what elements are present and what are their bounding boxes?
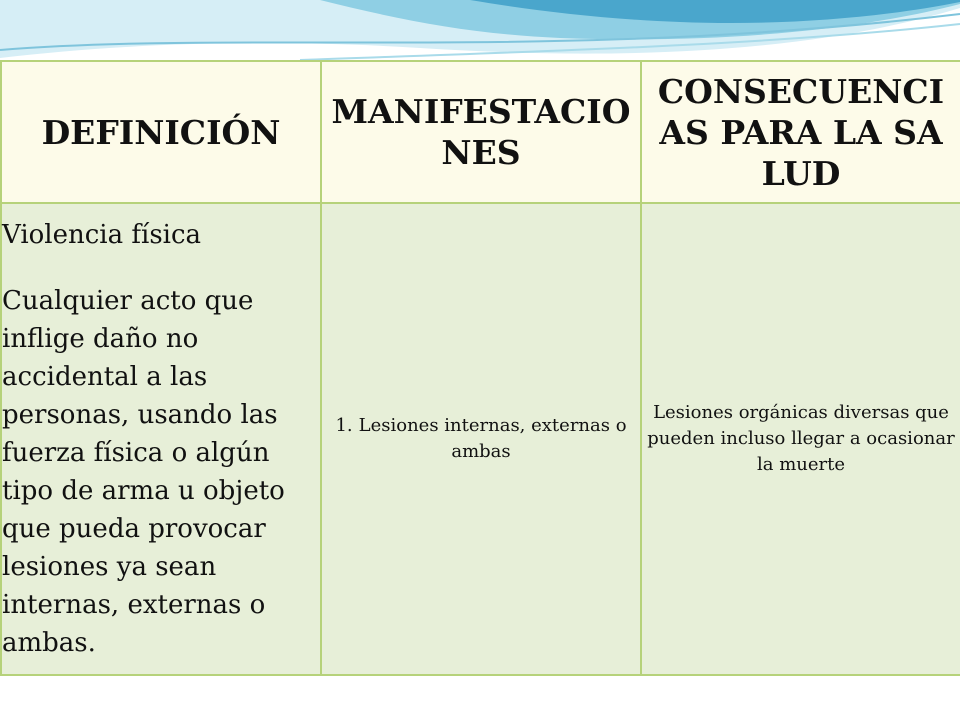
consequence-cell — [641, 203, 960, 675]
header-manifestaciones: MANIFESTACIONES — [321, 61, 641, 203]
definition-text: Cualquier acto que inflige daño no accidental a las personas, usando las fuerza física o algún tipo de arma u objeto que pueda provocar lesiones ya sean internas, externas o ambas. — [2, 286, 285, 658]
table-row — [1, 203, 960, 675]
consequence-text: Lesiones orgánicas diversas que pueden incluso llegar a ocasionar la muerte — [647, 402, 955, 475]
definition-cell — [1, 203, 321, 675]
violence-table — [0, 60, 960, 676]
header-consecuencias: CONSECUENCIAS PARA LA SALUD — [641, 61, 960, 203]
manifestation-text: Lesiones internas, externas o ambas — [358, 415, 627, 462]
manifestation-cell — [321, 203, 641, 675]
header-definicion: DEFINICIÓN — [1, 61, 321, 203]
header-row — [1, 61, 960, 203]
manifestation-number: 1. — [335, 415, 353, 436]
violence-type-label: Violencia física — [2, 220, 202, 250]
